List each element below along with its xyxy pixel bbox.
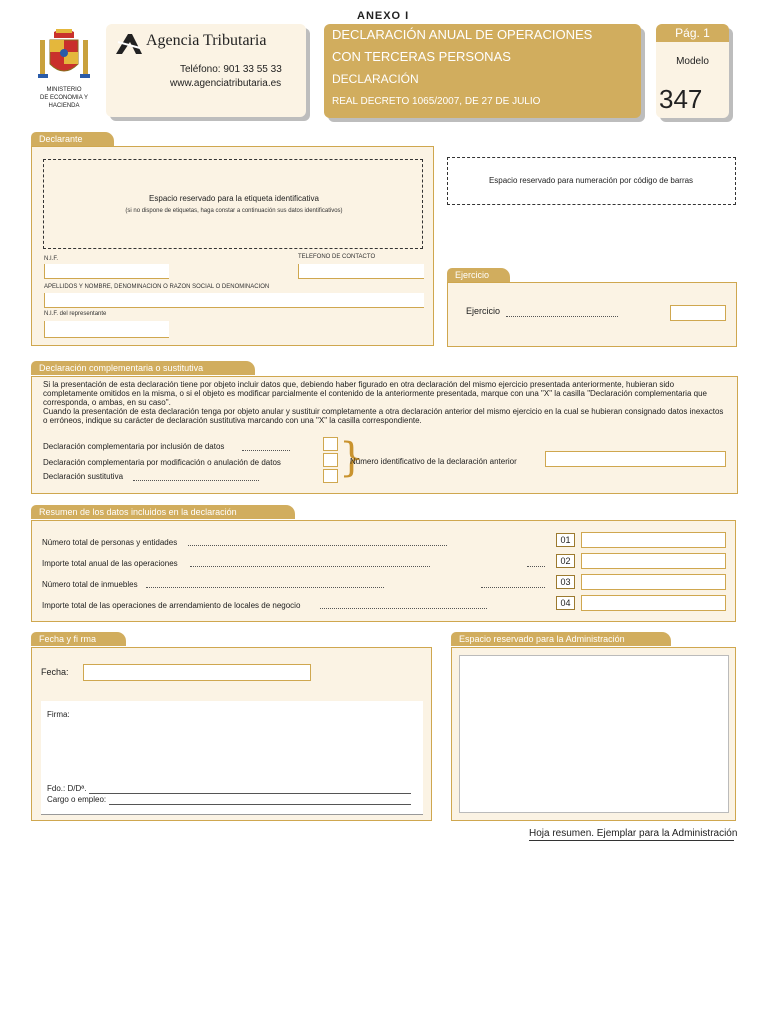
- label-space-title: Espacio reservado para la etiqueta identificativa: [149, 194, 319, 203]
- option-modificacion-label: Declaración complementaria por modificación o anulación de datos: [43, 458, 281, 467]
- cargo-line: [109, 804, 411, 805]
- tab-complementaria: Declaración complementaria o sustitutiva: [31, 361, 255, 375]
- anexo-label: ANEXO I: [357, 10, 410, 22]
- administracion-section: [451, 647, 736, 821]
- tab-declarante: Declarante: [31, 132, 114, 146]
- resumen-row-label: Número total de personas y entidades: [42, 538, 178, 547]
- agency-logo-icon: [114, 32, 144, 56]
- resumen-section: [31, 520, 736, 622]
- agency-phone: Teléfono: 901 33 55 33: [180, 64, 282, 75]
- ministry-name: [30, 86, 98, 110]
- apellidos-field[interactable]: [44, 293, 424, 308]
- agency-box: [106, 24, 306, 117]
- fdo-label: Fdo.: D/Dª.: [47, 784, 87, 793]
- complementaria-para-2: Cuando la presentación de esta declaración tenga por objeto anular y sustituir completamente a otra declaración anterior del mismo ejercicio en la cual se hubieran consignado datos inexactos o erróneos, indique su carácter de declaración sustitutiva marcando con una "X" la casilla correspondiente.: [43, 407, 724, 425]
- barcode-text: Espacio reservado para numeración por código de barras: [488, 176, 694, 185]
- fecha-field[interactable]: [83, 664, 311, 681]
- ministry-line: HACIENDA: [48, 103, 80, 109]
- nif-rep-field[interactable]: [44, 321, 169, 338]
- resumen-value-field[interactable]: [581, 532, 726, 548]
- title-line-3: DECLARACIÓN: [332, 72, 419, 86]
- resumen-value-field[interactable]: [581, 595, 726, 611]
- resumen-row-dots: [146, 587, 384, 588]
- option-inclusion-label: Declaración complementaria por inclusión de datos: [43, 442, 225, 451]
- footer-note: Hoja resumen. Ejemplar para la Administración: [529, 828, 738, 839]
- option-sustitutiva-dots: [133, 480, 259, 481]
- complementaria-section: [31, 376, 738, 494]
- ministry-line: DE ECONOMIA Y: [40, 95, 88, 101]
- resumen-row-code: 04: [556, 596, 575, 610]
- label-space: [43, 159, 423, 249]
- telefono-field[interactable]: [298, 264, 424, 279]
- title-line-4: REAL DECRETO 1065/2007, DE 27 DE JULIO: [332, 96, 541, 107]
- num-anterior-label: Número identificativo de la declaración anterior: [350, 457, 517, 466]
- checkbox-modificacion[interactable]: [323, 453, 338, 467]
- ejercicio-section: [447, 282, 737, 347]
- administracion-area: [459, 655, 729, 813]
- apellidos-label: APELLIDOS Y NOMBRE, DENOMINACION O RAZON SOCIAL O DENOMINACION: [44, 284, 270, 290]
- tab-administracion: Espacio reservado para la Administración: [451, 632, 671, 646]
- firma-label: Firma:: [47, 710, 70, 719]
- firma-area[interactable]: [41, 701, 423, 815]
- fecha-label: Fecha:: [41, 667, 69, 677]
- resumen-row-label: Importe total anual de las operaciones: [42, 559, 178, 568]
- nif-rep-label: N.I.F. del representante: [44, 311, 107, 317]
- ejercicio-field[interactable]: [670, 305, 726, 321]
- tab-ejercicio: Ejercicio: [447, 268, 510, 282]
- ministry-line: MINISTERIO: [46, 87, 82, 93]
- checkbox-sustitutiva[interactable]: [323, 469, 338, 483]
- ejercicio-dots: [506, 316, 618, 317]
- resumen-row-code: 03: [556, 575, 575, 589]
- resumen-row-code: 02: [556, 554, 575, 568]
- barcode-space: [447, 157, 736, 205]
- page-number: Pág. 1: [656, 24, 729, 42]
- resumen-row-dots: [190, 566, 430, 567]
- agency-name: Agencia Tributaria: [146, 32, 267, 49]
- modelo-box: [656, 24, 729, 118]
- resumen-row-label: Número total de inmuebles: [42, 580, 138, 589]
- title-line-1: DECLARACIÓN ANUAL DE OPERACIONES: [332, 27, 593, 42]
- title-line-2: CON TERCERAS PERSONAS: [332, 49, 511, 64]
- label-space-note: (si no dispone de etiquetas, haga constar a continuación sus datos identificativos): [125, 208, 343, 214]
- telefono-label: TELEFONO DE CONTACTO: [298, 254, 376, 260]
- resumen-row-dots: [527, 566, 545, 567]
- checkbox-inclusion[interactable]: [323, 437, 338, 451]
- fdo-line: [89, 793, 411, 794]
- resumen-row-label: Importe total de las operaciones de arrendamiento de locales de negocio: [42, 601, 301, 610]
- resumen-row-dots: [320, 608, 487, 609]
- agency-website[interactable]: www.agenciatributaria.es: [170, 78, 282, 89]
- resumen-value-field[interactable]: [581, 574, 726, 590]
- resumen-row-dots: [188, 545, 447, 546]
- tab-resumen: Resumen de los datos incluidos en la declaración: [31, 505, 295, 519]
- tab-firma: Fecha y fi rma: [31, 632, 126, 646]
- resumen-row-dots: [481, 587, 545, 588]
- option-inclusion-dots: [242, 450, 290, 451]
- modelo-label: Modelo: [676, 56, 709, 67]
- complementaria-para-1: Si la presentación de esta declaración tiene por objeto incluir datos que, debiendo haber figurado en otra declaración del mismo ejercicio presentada anteriormente, hubieran sido completamente omitidos en la misma, o si el objeto es modificar parcialmente el contenido de la anteriormente presentada, marque con una "X" la casilla "Declaración complementaria que corresponda, o ambas, en su caso".: [43, 380, 707, 407]
- resumen-value-field[interactable]: [581, 553, 726, 569]
- resumen-row-code: 01: [556, 533, 575, 547]
- cargo-label: Cargo o empleo:: [47, 795, 107, 804]
- form-title-box: [324, 24, 641, 118]
- firma-section: [31, 647, 432, 821]
- option-sustitutiva-label: Declaración sustitutiva: [43, 472, 124, 481]
- modelo-number: 347: [659, 84, 703, 114]
- num-anterior-field[interactable]: [545, 451, 726, 467]
- coat-of-arms-icon: [36, 26, 92, 82]
- ejercicio-label: Ejercicio: [466, 306, 501, 316]
- brace-icon: }: [339, 435, 365, 481]
- declarante-section: [31, 146, 434, 346]
- nif-label: N.I.F.: [44, 256, 59, 262]
- nif-field[interactable]: [44, 264, 169, 279]
